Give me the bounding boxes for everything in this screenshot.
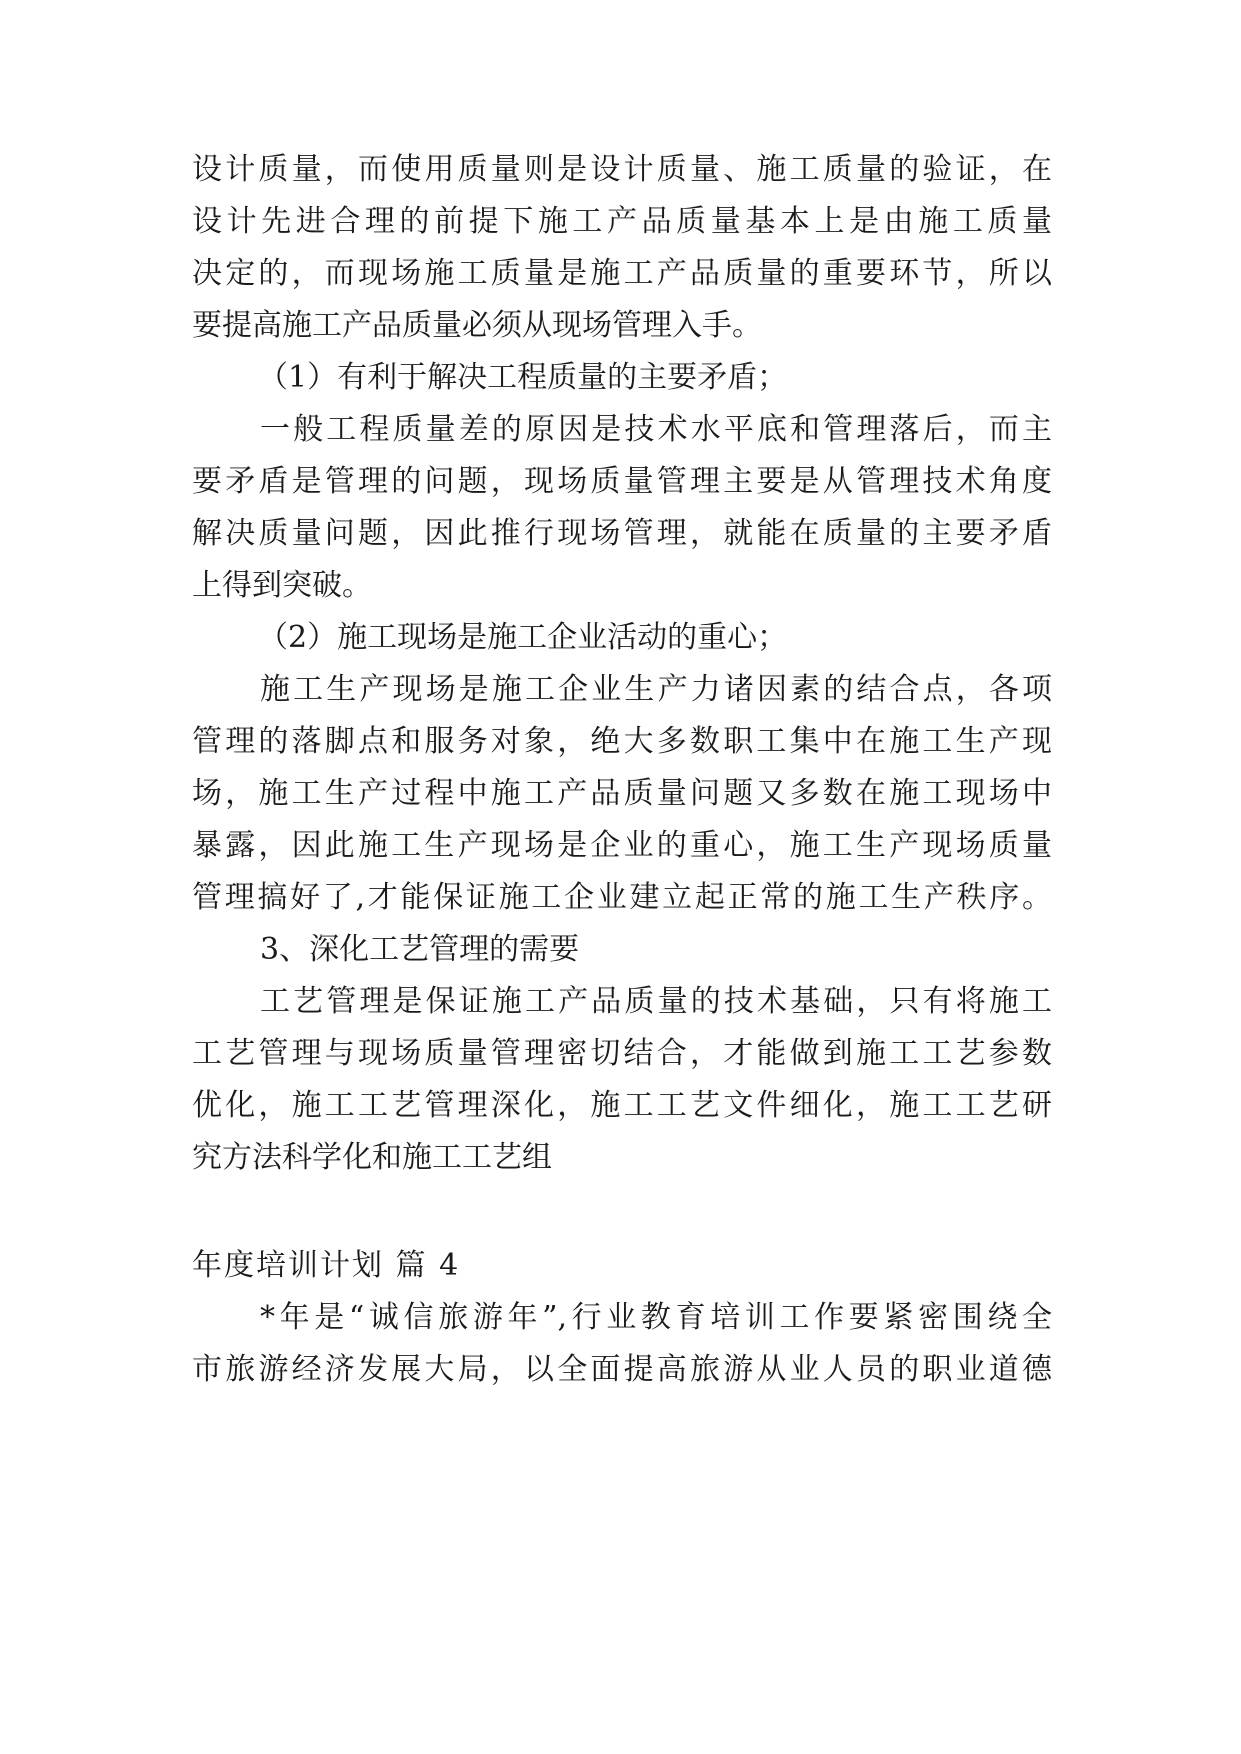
paragraph-line: 决定的，而现场施工质量是施工产品质量的重要环节，所以 — [192, 256, 1052, 291]
paragraph-line: 上得到突破。 — [192, 568, 372, 603]
paragraph-line: 设计先进合理的前提下施工产品质量基本上是由施工质量 — [192, 204, 1052, 239]
paragraph-line: 工艺管理是保证施工产品质量的技术基础，只有将施工 — [260, 984, 1052, 1019]
paragraph-line: *年是“诚信旅游年”,行业教育培训工作要紧密围绕全 — [260, 1300, 1052, 1335]
paragraph-line: 设计质量，而使用质量则是设计质量、施工质量的验证，在 — [192, 152, 1052, 187]
paragraph-line: 施工生产现场是施工企业生产力诸因素的结合点，各项 — [260, 672, 1052, 707]
section-heading: 3、深化工艺管理的需要 — [260, 932, 580, 967]
paragraph-line: 一般工程质量差的原因是技术水平底和管理落后，而主 — [260, 412, 1052, 447]
paragraph-line: 要提高施工产品质量必须从现场管理入手。 — [192, 308, 762, 343]
paragraph-line: 场，施工生产过程中施工产品质量问题又多数在施工现场中 — [192, 776, 1052, 811]
paragraph-line: 要矛盾是管理的问题，现场质量管理主要是从管理技术角度 — [192, 464, 1052, 499]
paragraph-line: 工艺管理与现场质量管理密切结合，才能做到施工工艺参数 — [192, 1036, 1052, 1071]
paragraph-line: 优化，施工工艺管理深化，施工工艺文件细化，施工工艺研 — [192, 1088, 1052, 1123]
paragraph-line: 市旅游经济发展大局，以全面提高旅游从业人员的职业道德 — [192, 1352, 1052, 1387]
paragraph-line: 解决质量问题，因此推行现场管理，就能在质量的主要矛盾 — [192, 516, 1052, 551]
paragraph-line: 管理搞好了,才能保证施工企业建立起正常的施工生产秩序。 — [192, 880, 1052, 915]
paragraph-line: 管理的落脚点和服务对象，绝大多数职工集中在施工生产现 — [192, 724, 1052, 759]
list-item-heading: （2）施工现场是施工企业活动的重心； — [258, 620, 788, 655]
paragraph-line: 究方法科学化和施工工艺组 — [192, 1140, 552, 1175]
paragraph-line: 暴露，因此施工生产现场是企业的重心，施工生产现场质量 — [192, 828, 1052, 863]
section-title: 年度培训计划 篇 4 — [192, 1248, 461, 1283]
list-item-heading: （1）有利于解决工程质量的主要矛盾； — [258, 360, 788, 395]
